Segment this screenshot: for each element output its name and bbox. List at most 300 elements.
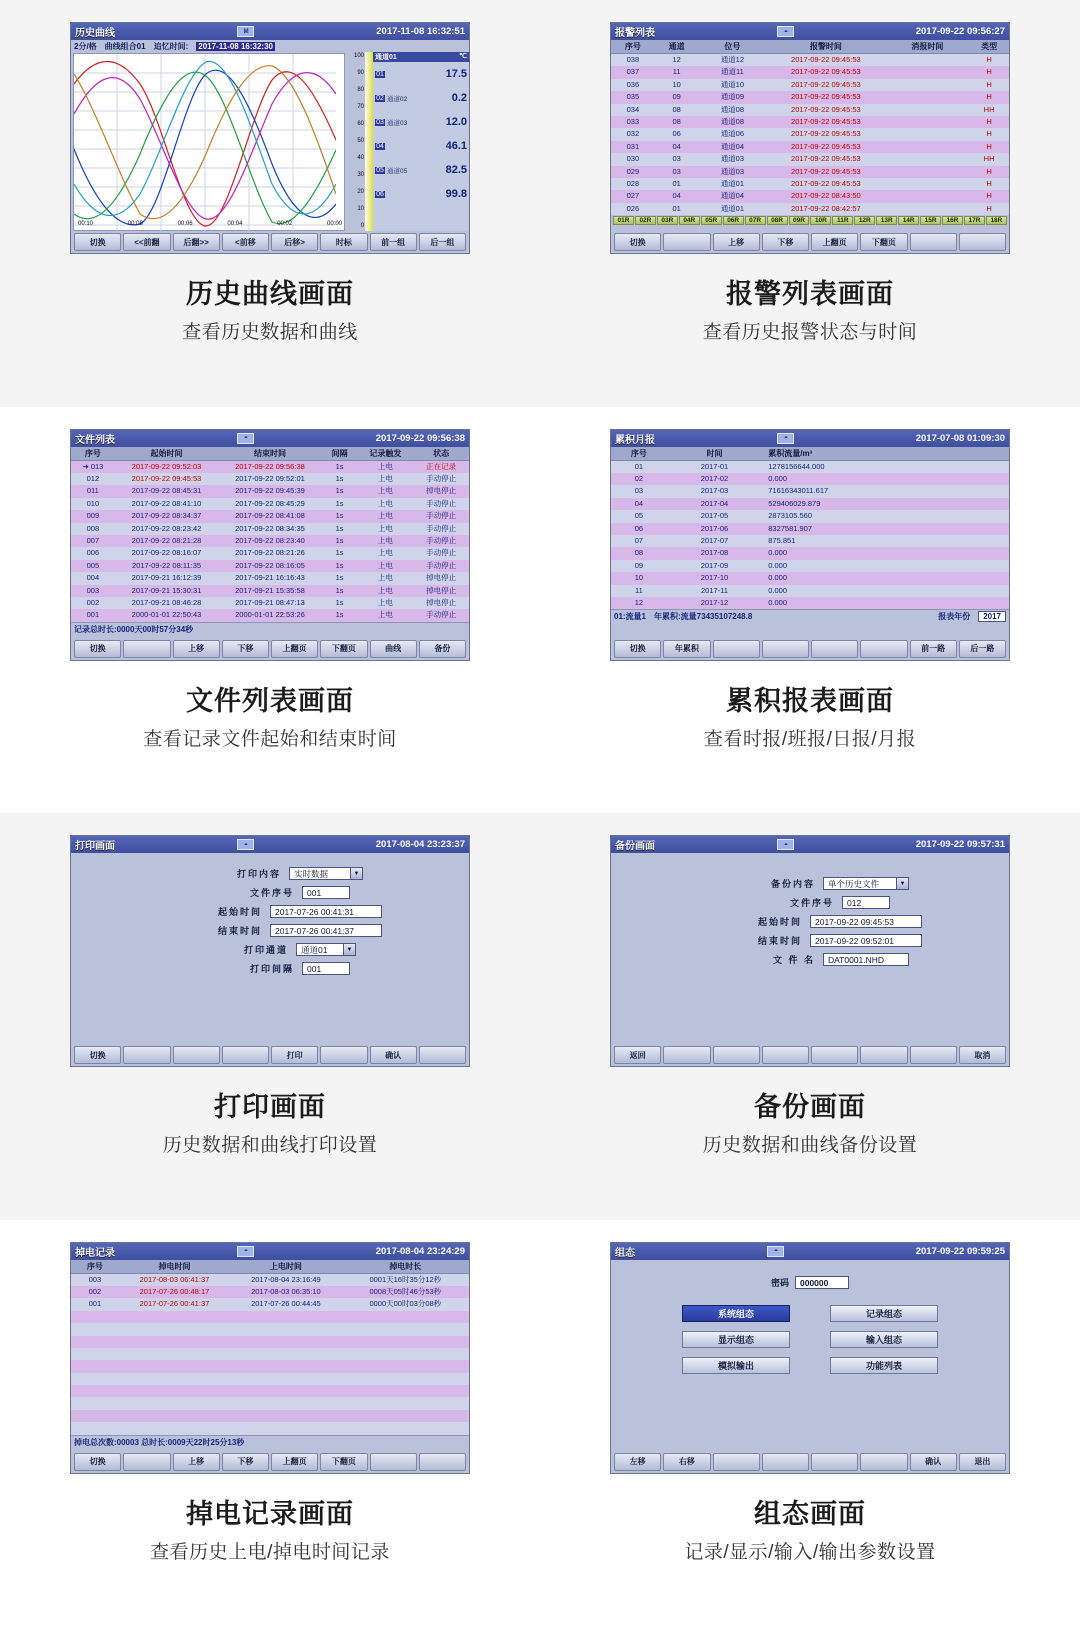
cell-type: H [986, 166, 992, 176]
print-channel-value[interactable]: 通道01 [296, 943, 344, 956]
cell-index: 028 [626, 179, 640, 189]
cell-index: 06 [634, 523, 644, 533]
curve-plot[interactable] [73, 53, 345, 231]
cell-index: 01 [634, 461, 644, 471]
table-row[interactable] [611, 54, 1009, 67]
col-header: 序号 [71, 447, 115, 461]
cell-channel: 09 [672, 92, 681, 102]
clock: 2017-09-22 09:59:25 [915, 1245, 1005, 1257]
table-row[interactable] [71, 572, 469, 584]
cell-interval: 1s [335, 461, 344, 471]
start-time-value[interactable]: 2017-09-22 09:45:53 [810, 915, 922, 928]
table-row[interactable] [611, 141, 1009, 153]
softkey-2[interactable] [663, 1046, 710, 1064]
relay-tag[interactable]: 05R [701, 216, 722, 225]
panel-history-curve [0, 0, 540, 407]
cell-start: 2017-09-21 08:46:28 [131, 597, 202, 607]
recall-value[interactable]: 2017-11-08 16:32:30 [198, 41, 273, 51]
cell-trigger: 上电 [377, 535, 393, 545]
channel-value-row[interactable] [373, 182, 469, 206]
softkey-1[interactable]: 左移 [614, 1453, 661, 1471]
softkey-2[interactable]: 右移 [663, 1453, 710, 1471]
x-tick: 00:06 [177, 221, 193, 227]
softkey-4[interactable]: <前移 [222, 233, 269, 251]
softkey-8[interactable] [959, 233, 1006, 251]
panel-file-list [0, 407, 540, 814]
col-header: 掉电时间 [119, 1260, 230, 1274]
softkey-1[interactable]: 切换 [74, 1046, 121, 1064]
softkey-5[interactable] [811, 1046, 858, 1064]
channel-index: 02 [376, 94, 384, 102]
chevron-down-icon[interactable]: ▼ [897, 877, 909, 890]
softkey-2[interactable] [123, 1453, 170, 1471]
softkey-3[interactable] [713, 1046, 760, 1064]
table-row[interactable] [611, 523, 1009, 535]
curve-body [71, 40, 469, 231]
backup-content-value[interactable]: 单个历史文件 [823, 877, 897, 890]
softkey-7[interactable]: 前一组 [370, 233, 417, 251]
menu-input-config[interactable]: 输入组态 [830, 1331, 938, 1348]
value-col-label: 通道01 [375, 54, 397, 61]
channel-value-row[interactable] [373, 134, 469, 158]
softkey-7[interactable]: 曲线 [370, 640, 417, 658]
softkey-8[interactable]: 后一路 [959, 640, 1006, 658]
softkey-3[interactable]: 后翻>> [173, 233, 220, 251]
menu-system-config[interactable]: 系统组态 [682, 1305, 790, 1322]
print-body [71, 853, 469, 1044]
relay-tag[interactable]: 18R [986, 216, 1007, 225]
cell-tag: 通道09 [720, 92, 745, 102]
softkey-6[interactable] [860, 1046, 907, 1064]
table-row[interactable] [71, 1298, 469, 1310]
table-row[interactable] [611, 560, 1009, 572]
cell-end: 2017-09-22 08:23:40 [235, 535, 305, 545]
cell-time: 2017-02 [700, 473, 729, 483]
cell-alarm-time: 2017-09-22 09:45:53 [791, 67, 861, 77]
cell-index: 012 [86, 473, 100, 483]
softkey-5[interactable]: 上翻页 [811, 233, 858, 251]
relay-tag[interactable]: 01R [613, 216, 634, 225]
softkey-4[interactable] [222, 1046, 269, 1064]
softkey-3[interactable]: 上移 [713, 233, 760, 251]
field-label: 结束时间 [757, 936, 802, 946]
screen-history-curve[interactable] [70, 22, 470, 254]
softkey-4[interactable] [762, 640, 809, 658]
table-row[interactable] [611, 473, 1009, 485]
cell-duration: 0001天16时35分12秒 [369, 1274, 442, 1284]
scale-gradient-bar [365, 52, 373, 231]
softkey-5[interactable]: 打印 [271, 1046, 318, 1064]
table-row[interactable] [71, 1348, 469, 1360]
end-time-value[interactable]: 2017-09-22 09:52:01 [810, 934, 922, 947]
cell-status: 手动停止 [426, 610, 457, 620]
table-row[interactable] [71, 1336, 469, 1348]
table-row[interactable] [71, 585, 469, 597]
relay-tag[interactable]: 08R [767, 216, 788, 225]
table-row[interactable] [71, 1360, 469, 1372]
cell-type: HH [983, 104, 995, 114]
col-header: 间隔 [322, 447, 358, 461]
cell-index [71, 1360, 119, 1372]
cell-clear-time [886, 66, 970, 78]
softkey-8[interactable]: 后一组 [419, 233, 466, 251]
softkey-3[interactable]: 上移 [173, 640, 220, 658]
softkey-7[interactable] [910, 233, 957, 251]
table-row[interactable] [611, 485, 1009, 497]
cell-index: 006 [86, 548, 100, 558]
table-row[interactable] [71, 1385, 469, 1397]
file-name-value[interactable]: DAT0001.NHD [823, 953, 909, 966]
table-row[interactable] [611, 178, 1009, 190]
record-total-duration: 记录总时长:0000天00时57分34秒 [71, 622, 469, 636]
table-row[interactable] [611, 116, 1009, 128]
cell-duration [342, 1410, 469, 1422]
cell-index: 007 [86, 535, 100, 545]
table-row[interactable] [71, 1410, 469, 1422]
relay-tag[interactable]: 16R [942, 216, 963, 225]
softkey-1[interactable]: 切换 [74, 233, 121, 251]
menu-analog-output[interactable]: 模拟输出 [682, 1357, 790, 1374]
table-row[interactable] [611, 66, 1009, 78]
backup-body [611, 853, 1009, 1044]
softkey-4[interactable] [762, 1046, 809, 1064]
table-row[interactable] [71, 510, 469, 522]
softkey-7[interactable]: 确认 [910, 1453, 957, 1471]
table-row[interactable] [611, 460, 1009, 473]
cell-end: 2017-09-21 16:16:43 [235, 573, 305, 583]
curve-group: 曲线组合01 [104, 41, 146, 51]
cell-poweroff-time [119, 1360, 230, 1372]
softkey-4[interactable]: 下移 [762, 233, 809, 251]
cell-end: 2017-09-22 08:21:26 [235, 548, 305, 558]
cell-tag: 通道10 [720, 79, 745, 89]
softkey-7[interactable] [370, 1453, 417, 1471]
table-row[interactable] [71, 597, 469, 609]
cell-trigger: 上电 [377, 548, 393, 558]
screen-alarm-list[interactable] [610, 22, 1010, 254]
screen-power-off-record[interactable] [70, 1242, 470, 1474]
cell-alarm-time: 2017-09-22 09:45:53 [791, 141, 861, 151]
softkey-7[interactable]: 前一路 [910, 640, 957, 658]
cell-alarm-time: 2017-09-22 09:45:53 [791, 117, 861, 127]
cell-trigger: 上电 [377, 461, 393, 471]
cell-clear-time [886, 79, 970, 91]
cell-status: 手动停止 [426, 535, 457, 545]
softkey-5[interactable]: 后移> [271, 233, 318, 251]
caption-subtitle: 查看时报/班报/日报/月报 [703, 728, 917, 750]
print-interval-value[interactable]: 001 [302, 962, 350, 975]
menu-display-config[interactable]: 显示组态 [682, 1331, 790, 1348]
cell-poweroff-time [119, 1410, 230, 1422]
chevron-down-icon[interactable]: ▼ [344, 943, 356, 956]
relay-tag[interactable]: 07R [745, 216, 766, 225]
cell-poweron-time [230, 1385, 341, 1397]
menu-record-config[interactable]: 记录组态 [830, 1305, 938, 1322]
channel-index: 01 [376, 70, 384, 78]
softkey-5[interactable]: 上翻页 [271, 1453, 318, 1471]
cell-clear-time [886, 91, 970, 103]
form-row-file-index [71, 886, 469, 899]
softkey-3[interactable]: 上移 [173, 1453, 220, 1471]
brand-logo-icon: ▪▪ [237, 839, 254, 850]
cell-type: H [986, 191, 992, 201]
table-row[interactable] [71, 535, 469, 547]
table-row[interactable] [611, 91, 1009, 103]
cell-poweron-time [230, 1323, 341, 1335]
file-index-value[interactable]: 012 [842, 896, 890, 909]
table-row[interactable] [611, 79, 1009, 91]
channel-value: 99.8 [445, 188, 467, 200]
table-row[interactable] [71, 560, 469, 572]
col-header: 累积流量/m³ [762, 447, 1009, 461]
cell-alarm-time: 2017-09-22 09:45:53 [791, 104, 861, 114]
screen-print[interactable] [70, 835, 470, 1067]
screen-backup[interactable] [610, 835, 1010, 1067]
cell-start: 2017-09-22 08:11:35 [131, 560, 202, 570]
cell-index: 12 [634, 597, 644, 607]
col-header: 通道 [655, 40, 699, 54]
relay-tag[interactable]: 09R [789, 216, 810, 225]
cell-type: H [986, 92, 992, 102]
table-row[interactable] [71, 460, 469, 473]
relay-tag[interactable]: 02R [635, 216, 656, 225]
cell-tag: 通道08 [720, 104, 745, 114]
cell-alarm-time: 2017-09-22 09:45:53 [791, 79, 861, 89]
softkey-3[interactable] [173, 1046, 220, 1064]
table-row[interactable] [71, 1397, 469, 1409]
softkey-3[interactable] [713, 1453, 760, 1471]
relay-tag[interactable]: 14R [898, 216, 919, 225]
report-year-value[interactable]: 2017 [978, 611, 1006, 622]
softkey-5[interactable]: 上翻页 [271, 640, 318, 658]
cell-total: 0.000 [768, 585, 788, 595]
relay-tag[interactable]: 04R [679, 216, 700, 225]
table-row[interactable] [611, 203, 1009, 215]
chevron-down-icon[interactable]: ▼ [351, 867, 363, 880]
cell-trigger: 上电 [377, 560, 393, 570]
cell-index: 05 [634, 511, 644, 521]
y-tick: 60 [357, 121, 364, 127]
cell-time: 2017-04 [700, 498, 729, 508]
screen-configuration[interactable] [610, 1242, 1010, 1474]
screen-cumulative-report[interactable] [610, 429, 1010, 661]
table-row[interactable] [611, 535, 1009, 547]
softkey-8[interactable]: 取消 [959, 1046, 1006, 1064]
y-tick: 30 [357, 172, 364, 178]
softkey-5[interactable] [811, 1453, 858, 1471]
cell-start: 2017-09-21 16:12:39 [131, 573, 202, 583]
table-row[interactable] [611, 498, 1009, 510]
channel-value: 12.0 [445, 116, 467, 128]
softkey-6[interactable] [320, 1046, 367, 1064]
y-tick: 70 [357, 104, 364, 110]
channel-value-row[interactable] [373, 86, 469, 110]
table-row[interactable] [611, 597, 1009, 609]
panel-backup [540, 813, 1080, 1220]
table-row[interactable] [71, 523, 469, 535]
cell-time: 2017-12 [700, 597, 729, 607]
file-body [71, 447, 469, 638]
table-row[interactable] [71, 1286, 469, 1298]
cell-start: 2000-01-01 22:50:43 [131, 610, 202, 620]
table-row[interactable] [71, 1373, 469, 1385]
table-row[interactable] [71, 609, 469, 621]
cell-duration: 0008天05时46分53秒 [369, 1286, 442, 1296]
cell-channel: 12 [672, 55, 681, 64]
softkey-2[interactable] [123, 640, 170, 658]
cell-index: 034 [626, 104, 640, 114]
cell-index: 035 [626, 92, 640, 102]
table-row[interactable] [71, 485, 469, 497]
softkey-7[interactable]: 确认 [370, 1046, 417, 1064]
cell-index: 07 [634, 535, 644, 545]
table-row[interactable] [71, 547, 469, 559]
cell-index: 08 [634, 548, 644, 558]
cell-index: 002 [88, 1286, 102, 1296]
cell-poweroff-time: 2017-07-26 00:48:17 [139, 1286, 210, 1296]
softkey-5[interactable] [811, 640, 858, 658]
cell-clear-time [886, 153, 970, 165]
config-body [611, 1260, 1009, 1451]
form-row-file-index [611, 896, 1009, 909]
col-header: 序号 [611, 447, 667, 461]
softkey-1[interactable]: 切换 [614, 233, 661, 251]
cell-interval: 1s [335, 573, 344, 583]
table-row[interactable] [611, 572, 1009, 584]
softkey-8[interactable] [419, 1046, 466, 1064]
cell-tag: 通道01 [720, 203, 745, 213]
relay-tag[interactable]: 03R [657, 216, 678, 225]
file-index-value[interactable]: 001 [302, 886, 350, 899]
cell-index: 005 [86, 560, 100, 570]
col-header: 消报时间 [886, 40, 970, 54]
cell-alarm-time: 2017-09-22 09:45:53 [791, 179, 861, 189]
cell-status: 掉电停止 [426, 573, 457, 583]
button-bar [611, 231, 1009, 253]
cell-interval: 1s [335, 548, 344, 558]
softkey-4[interactable] [762, 1453, 809, 1471]
table-row[interactable] [611, 547, 1009, 559]
password-row [611, 1276, 1009, 1289]
softkey-8[interactable]: 备份 [419, 640, 466, 658]
softkey-7[interactable] [910, 1046, 957, 1064]
cell-alarm-time: 2017-09-22 09:45:53 [791, 154, 861, 164]
softkey-6[interactable]: 下翻页 [320, 640, 367, 658]
start-time-value[interactable]: 2017-07-26 00:41:31 [270, 905, 382, 918]
cell-index: 036 [626, 79, 640, 89]
cell-alarm-time: 2017-09-22 08:42:57 [791, 203, 861, 213]
channel-name: 通道03 [387, 119, 408, 127]
softkey-6[interactable] [860, 640, 907, 658]
softkey-3[interactable] [713, 640, 760, 658]
end-time-value[interactable]: 2017-07-26 00:41:37 [270, 924, 382, 937]
softkey-8[interactable] [419, 1453, 466, 1471]
relay-tag[interactable]: 10R [810, 216, 831, 225]
softkey-4[interactable]: 下移 [222, 1453, 269, 1471]
softkey-2[interactable] [663, 233, 710, 251]
cell-duration [342, 1360, 469, 1372]
cell-channel: 01 [672, 179, 681, 189]
relay-tag[interactable]: 11R [832, 216, 853, 225]
table-row[interactable] [71, 498, 469, 510]
softkey-6[interactable]: 下翻页 [860, 233, 907, 251]
col-header: 序号 [611, 40, 655, 54]
menu-function-list[interactable]: 功能列表 [830, 1357, 938, 1374]
cell-trigger: 上电 [377, 473, 393, 483]
softkey-2[interactable] [123, 1046, 170, 1064]
button-bar [71, 1044, 469, 1066]
button-bar [71, 231, 469, 253]
titlebar [611, 430, 1009, 447]
softkey-2[interactable]: <<前翻 [123, 233, 170, 251]
cell-channel: 04 [672, 141, 681, 151]
table-row[interactable] [71, 473, 469, 485]
softkey-6[interactable]: 时标 [320, 233, 367, 251]
cell-channel: 04 [672, 191, 681, 201]
relay-tag[interactable]: 13R [876, 216, 897, 225]
cell-interval: 1s [335, 535, 344, 545]
relay-tag[interactable]: 15R [920, 216, 941, 225]
relay-tag[interactable]: 12R [854, 216, 875, 225]
caption-title: 备份画面 [754, 1092, 866, 1122]
softkey-6[interactable]: 下翻页 [320, 1453, 367, 1471]
table-row[interactable] [71, 1422, 469, 1434]
table-row[interactable] [71, 1273, 469, 1286]
softkey-8[interactable]: 退出 [959, 1453, 1006, 1471]
channel-value-row[interactable] [373, 158, 469, 182]
table-row[interactable] [611, 166, 1009, 178]
table-row[interactable] [611, 190, 1009, 202]
cell-channel: 06 [672, 129, 681, 139]
panel-alarm-list [540, 0, 1080, 407]
softkey-2[interactable]: 年累积 [663, 640, 710, 658]
print-content-value[interactable]: 实时数据 [289, 867, 351, 880]
cell-channel: 03 [672, 154, 681, 164]
softkey-4[interactable]: 下移 [222, 640, 269, 658]
y-tick: 50 [357, 138, 364, 144]
table-row[interactable] [611, 128, 1009, 140]
table-row[interactable] [611, 104, 1009, 116]
table-row[interactable] [611, 510, 1009, 522]
softkey-1[interactable]: 切换 [74, 640, 121, 658]
cell-index [71, 1348, 119, 1360]
channel-value-row[interactable] [373, 110, 469, 134]
relay-tag[interactable]: 17R [964, 216, 985, 225]
table-row[interactable] [71, 1323, 469, 1335]
x-tick: 00:02 [277, 221, 293, 227]
cell-clear-time [886, 178, 970, 190]
cell-index: 026 [626, 203, 640, 213]
channel-value-row[interactable] [373, 62, 469, 86]
channel-index: 05 [376, 166, 384, 174]
caption-subtitle: 查看历史报警状态与时间 [702, 322, 918, 343]
cell-poweroff-time: 2017-07-26 00:41:37 [139, 1299, 210, 1309]
screen-file-list[interactable] [70, 429, 470, 661]
table-row[interactable] [611, 153, 1009, 165]
cell-channel: 11 [672, 67, 681, 77]
cell-status: 掉电停止 [426, 486, 457, 496]
cell-type: H [986, 129, 992, 139]
softkey-6[interactable] [860, 1453, 907, 1471]
softkey-1[interactable]: 返回 [614, 1046, 661, 1064]
password-input[interactable]: 000000 [795, 1276, 849, 1289]
table-row[interactable] [611, 585, 1009, 597]
softkey-1[interactable]: 切换 [74, 1453, 121, 1471]
table-row[interactable] [71, 1311, 469, 1323]
relay-tag[interactable]: 06R [723, 216, 744, 225]
cell-duration [342, 1373, 469, 1385]
softkey-1[interactable]: 切换 [614, 640, 661, 658]
